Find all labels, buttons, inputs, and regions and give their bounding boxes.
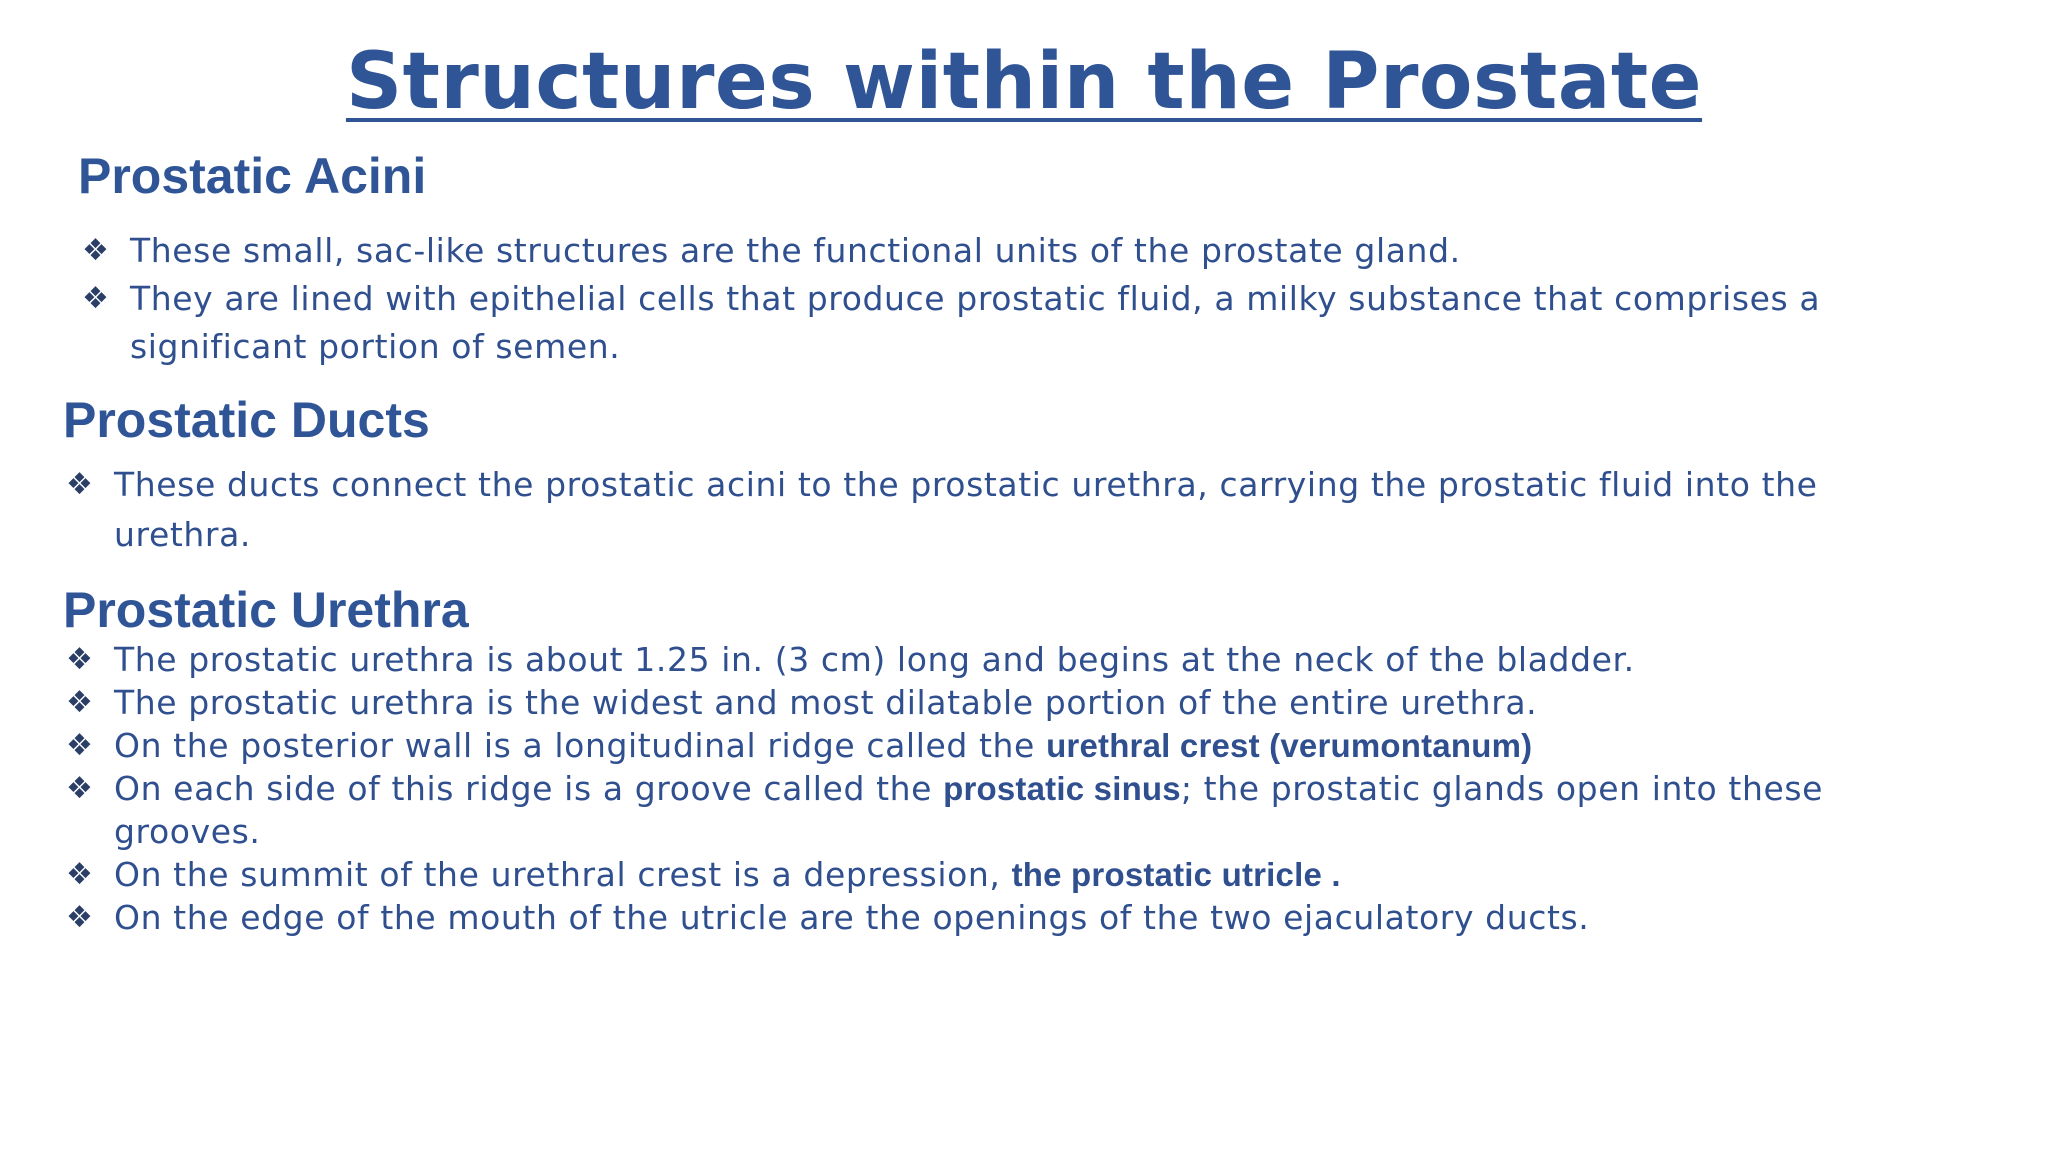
section-heading-prostatic-urethra: Prostatic Urethra (63, 582, 469, 638)
bullet-text: The prostatic urethra is about 1.25 in. (3 cm) long and begins at the neck of the bladder. (114, 640, 1635, 679)
section-heading-prostatic-acini: Prostatic Acini (78, 148, 427, 204)
diamond-bullet-icon: ❖ (66, 728, 94, 763)
diamond-bullet-icon: ❖ (66, 771, 94, 806)
bullet-list-prostatic-acini (82, 227, 1942, 371)
bullet-text-bold: prostatic sinus (943, 770, 1181, 807)
bullet-text: On the edge of the mouth of the utricle are the openings of the two ejaculatory ducts. (114, 898, 1590, 937)
bullet-text: The prostatic urethra is the widest and most dilatable portion of the entire urethra. (114, 683, 1538, 722)
bullet-list-prostatic-urethra (66, 638, 1946, 939)
bullet-text: These small, sac-like structures are the functional units of the prostate gland. (130, 231, 1461, 270)
bullet-item (66, 896, 1946, 939)
bullet-item (66, 853, 1946, 896)
bullet-item (82, 227, 1942, 275)
bullet-item (66, 681, 1946, 724)
slide-title: Structures within the Prostate (345, 37, 1703, 127)
bullet-text: On the posterior wall is a longitudinal ridge called the (114, 726, 1047, 765)
bullet-text-bold: the prostatic utricle . (1011, 856, 1341, 893)
bullet-item (66, 460, 1946, 560)
diamond-bullet-icon: ❖ (82, 281, 110, 316)
diamond-bullet-icon: ❖ (66, 857, 94, 892)
diamond-bullet-icon: ❖ (66, 685, 94, 720)
bullet-text: These ducts connect the prostatic acini to the prostatic urethra, carrying the prostatic fluid into the urethra. (114, 465, 1818, 554)
bullet-text-bold: urethral crest (verumontanum) (1046, 727, 1533, 764)
diamond-bullet-icon: ❖ (66, 900, 94, 935)
bullet-list-prostatic-ducts (66, 460, 1946, 560)
bullet-text: They are lined with epithelial cells that produce prostatic fluid, a milky substance that comprises a significant portion of semen. (130, 279, 1821, 366)
bullet-item (66, 638, 1946, 681)
diamond-bullet-icon: ❖ (82, 233, 110, 268)
bullet-text: On the summit of the urethral crest is a depression, (114, 855, 1012, 894)
bullet-item (82, 275, 1942, 371)
section-heading-prostatic-ducts: Prostatic Ducts (63, 392, 430, 448)
bullet-text: ; the prostatic glands open into these grooves. (114, 769, 1824, 851)
bullet-item (66, 724, 1946, 767)
bullet-item (66, 767, 1946, 853)
bullet-text: On each side of this ridge is a groove called the (114, 769, 944, 808)
diamond-bullet-icon: ❖ (66, 467, 94, 502)
diamond-bullet-icon: ❖ (66, 642, 94, 677)
